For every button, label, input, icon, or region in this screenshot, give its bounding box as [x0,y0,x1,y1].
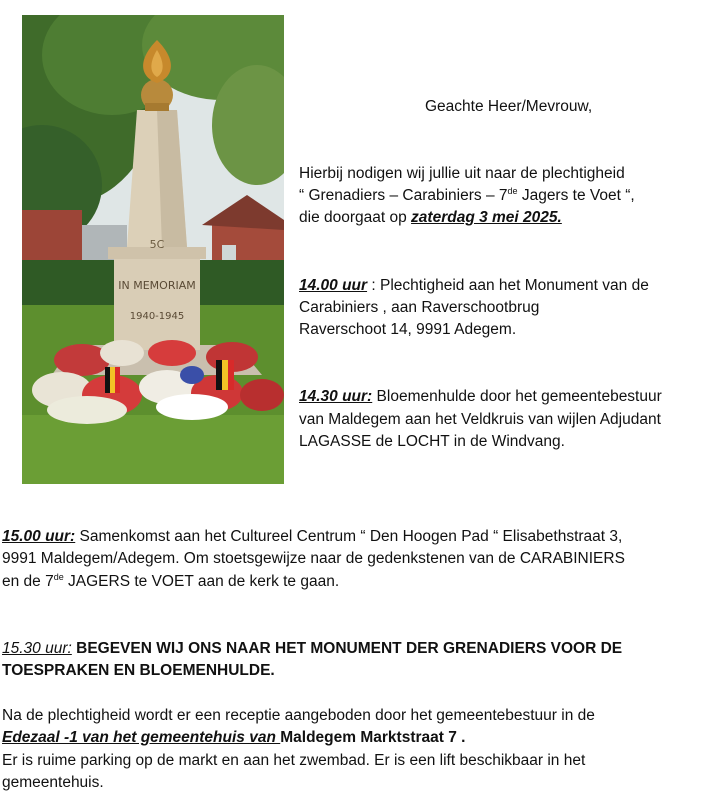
jagers-superscript: de [53,571,64,582]
intro-line-2-text: “ Grenadiers – Carabiniers – 7 [299,187,508,204]
inscription-main: IN MEMORIAM [118,279,196,292]
inscription-years: 1940-1945 [129,311,185,322]
program-1500-line-3 [2,572,339,592]
time-1500: 15.00 uur: [2,528,76,545]
program-1500-line-2: 9991 Maldegem/Adegem. Om stoetsgewijze naar de gedenkstenen van de CARABINIERS [2,550,625,567]
program-1430-line-1 [299,387,662,407]
program-1430-line-2: van Maldegem aan het Veldkruis van wijlen Adjudant [299,411,661,428]
program-1500-text: Samenkomst aan het Cultureel Centrum “ Den Hoogen Pad “ Elisabethstraat 3, [75,528,623,545]
inscription-top: 5C [149,238,165,251]
reception-address: Maldegem Marktstraat 7 . [280,729,466,746]
monument-photo [22,15,284,484]
program-1400-line-1 [299,276,649,296]
program-1500-line-1 [2,527,622,547]
reception-line-2 [2,728,465,748]
program-1400-text: : Plechtigheid aan het Monument van de [367,277,649,294]
program-1530-line-2: TOESPRAKEN EN BLOEMENHULDE. [2,662,275,679]
reception-line-3: Er is ruime parking op de markt en aan het zwembad. Er is een lift beschikbaar in het [2,752,586,769]
intro-line-3 [299,208,562,228]
program-1430-line-3: LAGASSE de LOCHT in de Windvang. [299,433,565,450]
program-1530-text: BEGEVEN WIJ ONS NAAR HET MONUMENT DER GRENADIERS VOOR DE [71,640,623,657]
time-1530: 15.30 uur: [2,640,72,657]
program-1400-line-2: Carabiniers , aan Raverschootbrug [299,299,540,316]
program-1500-line-3-text-end: JAGERS te VOET aan de kerk te gaan. [63,573,340,590]
reception-line-4: gemeentehuis. [2,774,104,791]
program-1430-text: Bloemenhulde door het gemeentebestuur [372,388,662,405]
event-date: zaterdag 3 mei 2025. [411,209,562,226]
intro-line-2-text-end: Jagers te Voet “, [517,187,635,204]
time-1430: 14.30 uur: [299,388,373,405]
intro-superscript: de [507,185,518,196]
program-1400-line-3: Raverschoot 14, 9991 Adegem. [299,321,517,338]
reception-venue: Edezaal -1 van het gemeentehuis van [2,729,281,746]
greeting: Geachte Heer/Mevrouw, [425,98,593,115]
time-1400: 14.00 uur [299,277,368,294]
reception-line-1: Na de plechtigheid wordt er een receptie aangeboden door het gemeentebestuur in de [2,707,595,724]
intro-line-2 [299,186,635,206]
program-1500-line-3-text: en de 7 [2,573,54,590]
intro-line-3-text: die doorgaat op [299,209,412,226]
monument-illustration [22,15,284,484]
intro-line-1: Hierbij nodigen wij jullie uit naar de plechtigheid [299,165,625,182]
program-1530-line-1 [2,639,622,659]
